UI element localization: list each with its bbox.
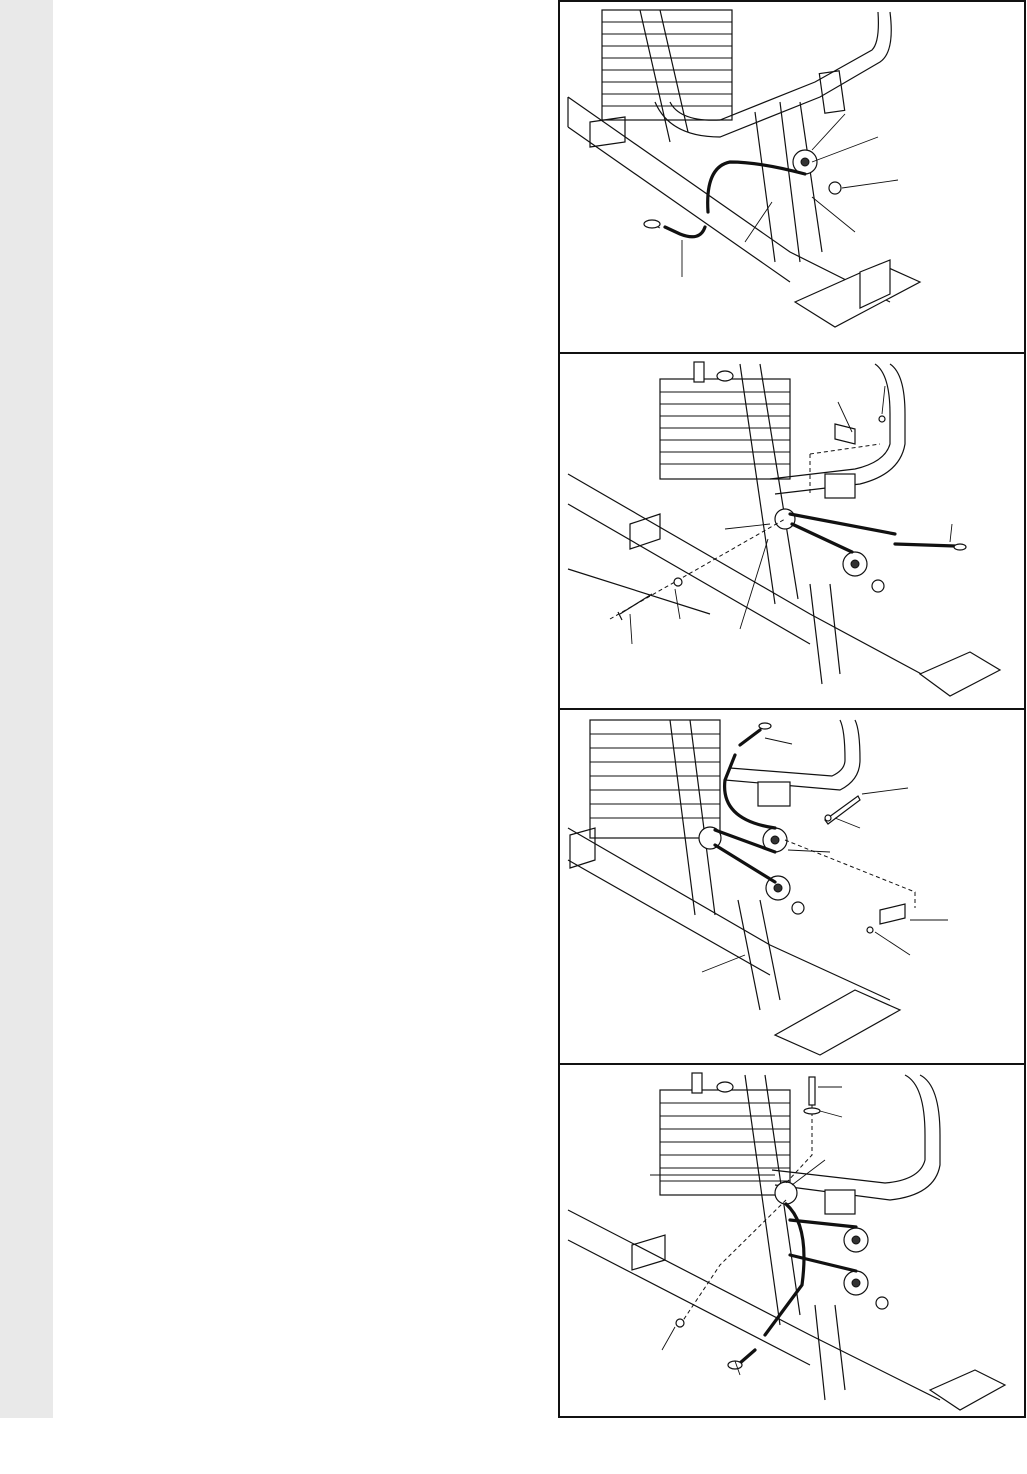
- blank-text-column: [53, 0, 556, 1418]
- weight-stack: [590, 720, 720, 838]
- pulley-cable-illustration-1: [560, 2, 1024, 352]
- page-margin-strip: [0, 0, 53, 1418]
- assembly-step-panel-1: [560, 2, 1024, 352]
- pulley-cable-illustration-3: [560, 710, 1024, 1063]
- assembly-step-panel-2: [560, 352, 1024, 708]
- pulley-cable-illustration-2: [560, 354, 1024, 708]
- weight-stack: [660, 362, 790, 479]
- weight-stack: [660, 1073, 790, 1195]
- weight-stack: [602, 10, 732, 120]
- assembly-step-panel-3: [560, 708, 1024, 1063]
- pulley-cable-illustration-4: [560, 1065, 1024, 1416]
- assembly-step-panel-4: [560, 1063, 1024, 1416]
- assembly-figure-column: [558, 0, 1026, 1418]
